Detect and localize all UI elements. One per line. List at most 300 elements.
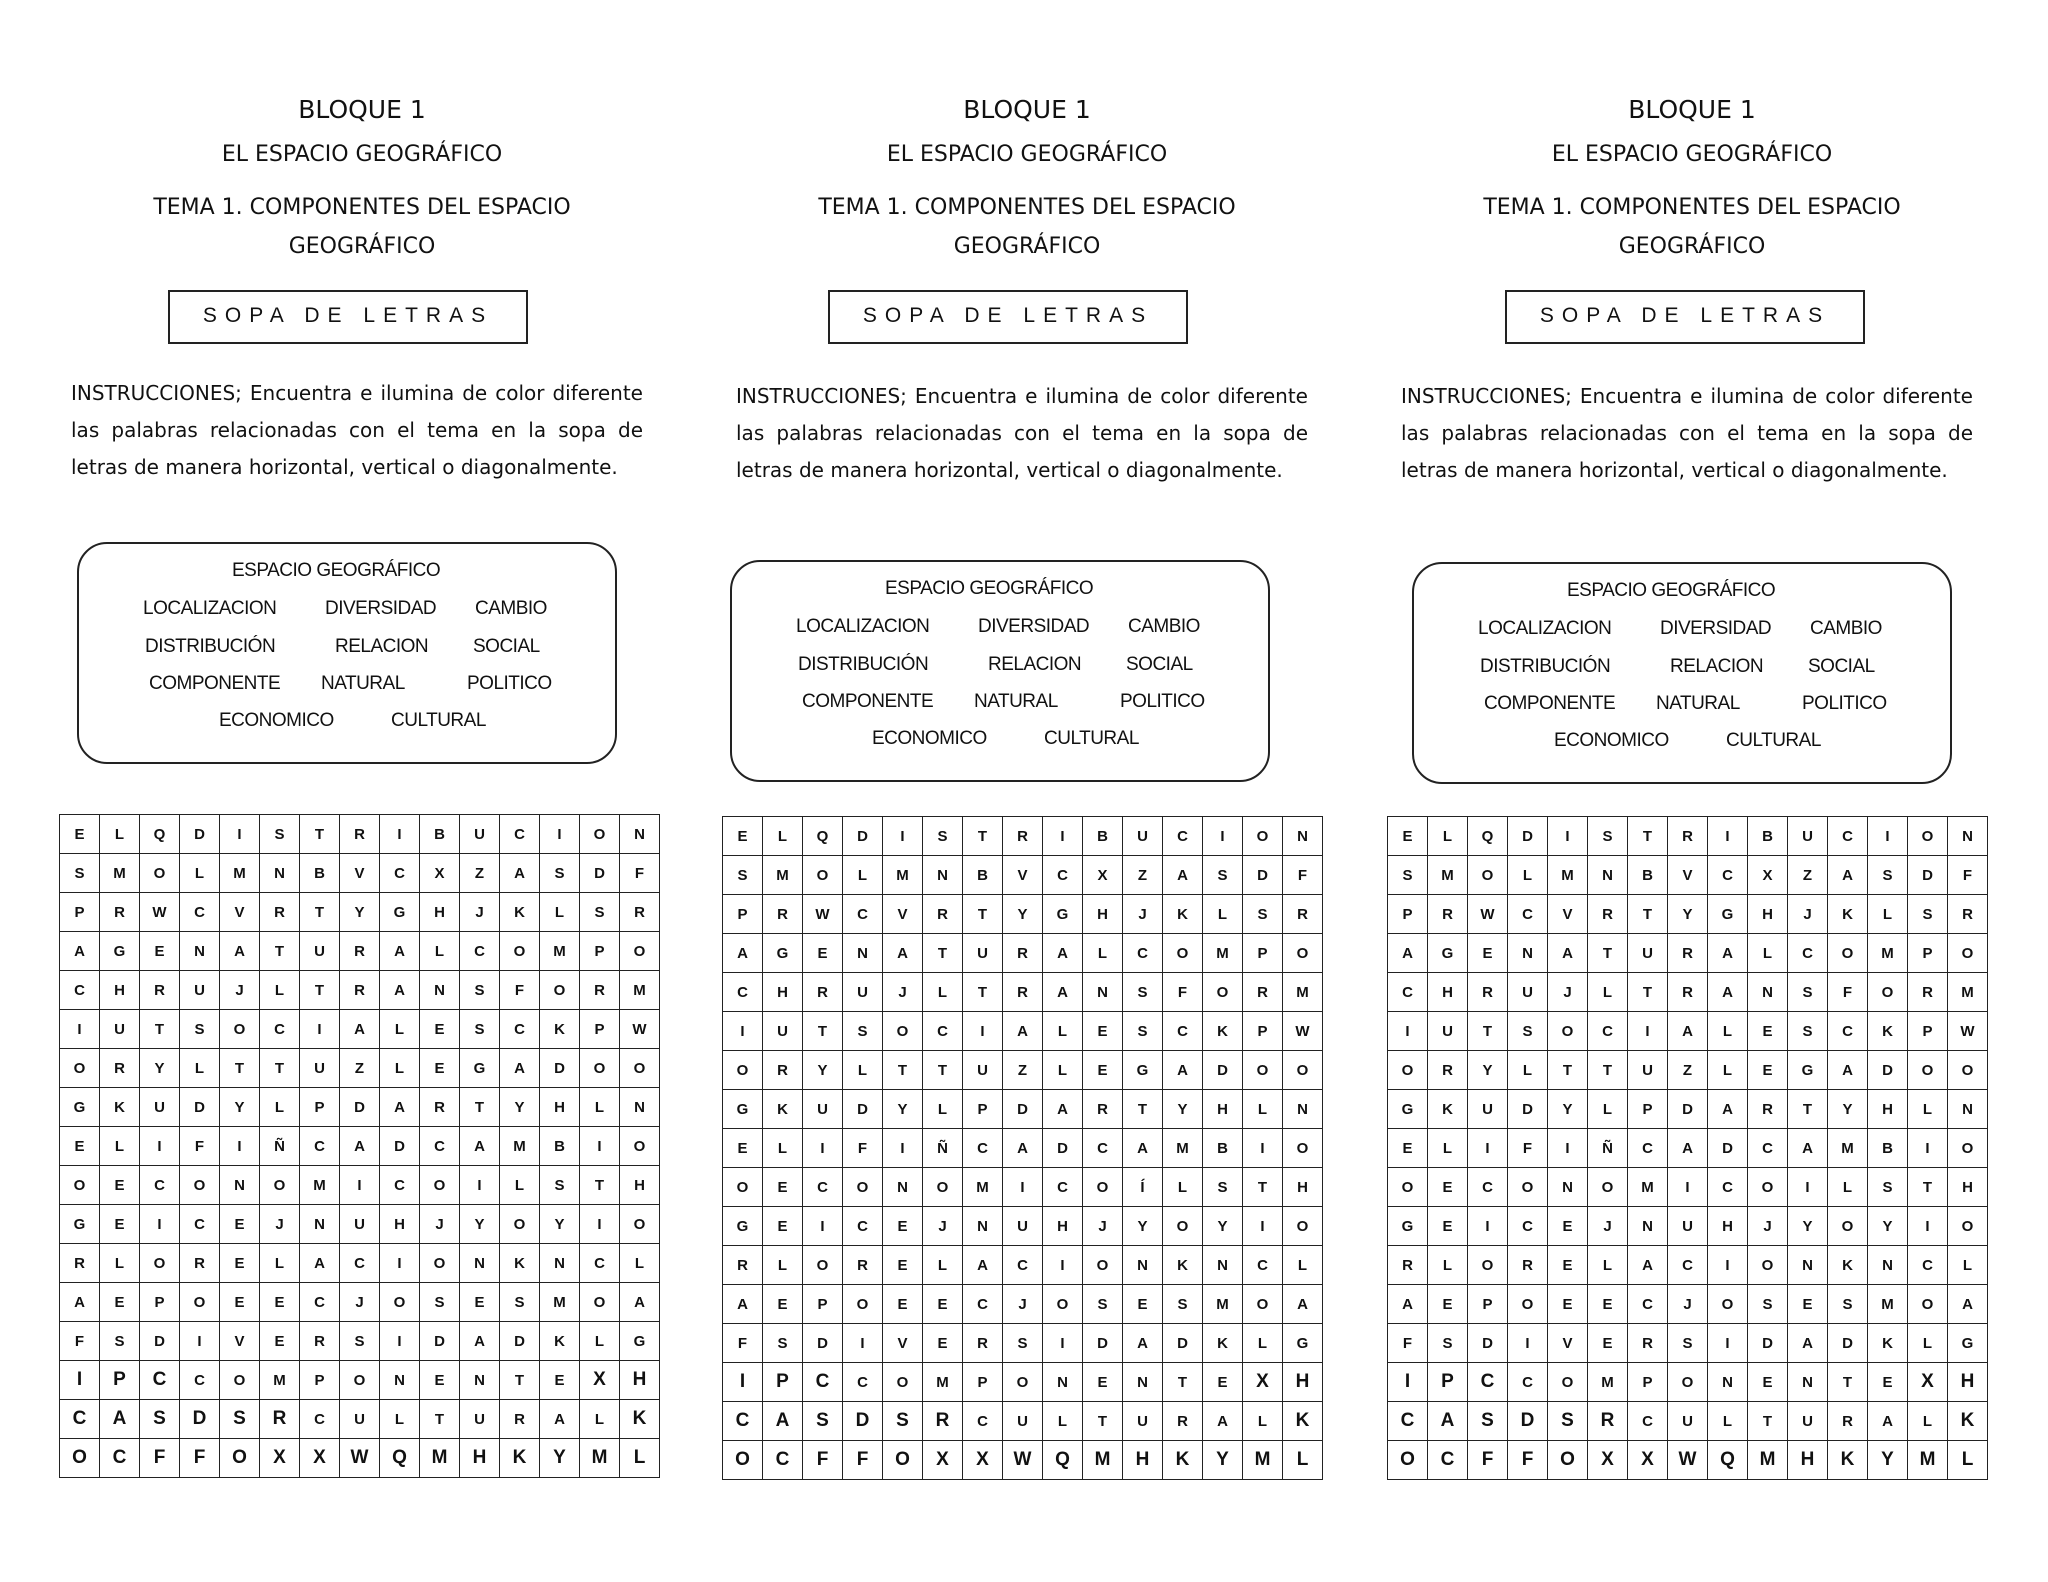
grid-row — [60, 1010, 660, 1049]
grid-cell: P — [100, 1361, 140, 1400]
grid-cell: J — [260, 1205, 300, 1244]
grid-cell: L — [1908, 1402, 1948, 1441]
grid-cell: U — [1668, 1207, 1708, 1246]
grid-cell: S — [883, 1402, 923, 1441]
grid-cell: D — [420, 1322, 460, 1361]
word-relacion: RELACION — [335, 636, 429, 657]
grid-cell: O — [180, 1283, 220, 1322]
grid-cell: L — [1708, 1051, 1748, 1090]
grid-cell: T — [1908, 1168, 1948, 1207]
grid-cell: Z — [460, 854, 500, 893]
grid-cell: T — [963, 817, 1003, 856]
grid-cell: R — [1428, 895, 1468, 934]
grid-cell: M — [1428, 856, 1468, 895]
grid-cell: J — [1003, 1285, 1043, 1324]
grid-row — [60, 815, 660, 854]
worksheet-panel-1 — [57, 0, 667, 1582]
tema-line-1: TEMA 1. COMPONENTES DEL ESPACIO — [153, 195, 571, 220]
grid-cell: B — [1748, 817, 1788, 856]
grid-cell: L — [100, 1244, 140, 1283]
grid-cell: F — [140, 1439, 180, 1478]
grid-cell: E — [763, 1207, 803, 1246]
grid-cell: V — [1003, 856, 1043, 895]
grid-cell: I — [1003, 1168, 1043, 1207]
grid-row — [723, 1285, 1323, 1324]
tema-heading — [722, 188, 1332, 266]
grid-cell: B — [1083, 817, 1123, 856]
grid-cell: P — [1908, 1012, 1948, 1051]
grid-cell: N — [1788, 1246, 1828, 1285]
grid-cell: U — [963, 1051, 1003, 1090]
grid-cell: A — [460, 1322, 500, 1361]
grid-cell: C — [723, 973, 763, 1012]
grid-cell: M — [1548, 856, 1588, 895]
grid-cell: U — [100, 1010, 140, 1049]
grid-cell: T — [260, 932, 300, 971]
grid-cell: O — [340, 1361, 380, 1400]
grid-cell: Y — [1868, 1441, 1908, 1480]
grid-cell: P — [723, 895, 763, 934]
word-cultural: CULTURAL — [1726, 730, 1821, 751]
grid-cell: D — [180, 815, 220, 854]
grid-cell: D — [180, 1088, 220, 1127]
grid-cell: C — [1003, 1246, 1043, 1285]
grid-cell: J — [460, 893, 500, 932]
word-distribucion: DISTRIBUCIÓN — [145, 636, 276, 657]
grid-cell: I — [1628, 1012, 1668, 1051]
grid-cell: A — [1628, 1246, 1668, 1285]
grid-cell: S — [1203, 1168, 1243, 1207]
grid-cell: O — [60, 1049, 100, 1088]
grid-cell: D — [1243, 856, 1283, 895]
grid-cell: A — [60, 1283, 100, 1322]
grid-cell: O — [883, 1012, 923, 1051]
grid-cell: X — [1083, 856, 1123, 895]
grid-cell: U — [803, 1090, 843, 1129]
grid-cell: A — [300, 1244, 340, 1283]
grid-cell: M — [1828, 1129, 1868, 1168]
grid-cell: T — [260, 1049, 300, 1088]
grid-cell: U — [1123, 1402, 1163, 1441]
grid-row — [723, 1012, 1323, 1051]
grid-cell: W — [1468, 895, 1508, 934]
grid-cell: A — [723, 1285, 763, 1324]
grid-cell: A — [500, 854, 540, 893]
grid-cell: V — [883, 1324, 923, 1363]
grid-cell: F — [843, 1129, 883, 1168]
grid-cell: A — [620, 1283, 660, 1322]
word-componente: COMPONENTE — [1484, 693, 1616, 714]
grid-cell: A — [1428, 1402, 1468, 1441]
grid-cell: A — [380, 932, 420, 971]
grid-cell: O — [1908, 1051, 1948, 1090]
grid-cell: J — [1588, 1207, 1628, 1246]
grid-cell: N — [540, 1244, 580, 1283]
grid-cell: E — [1788, 1285, 1828, 1324]
grid-cell: R — [1908, 973, 1948, 1012]
word-social: SOCIAL — [473, 636, 540, 657]
grid-cell: O — [1283, 934, 1323, 973]
grid-cell: S — [1788, 973, 1828, 1012]
grid-cell: Q — [1468, 817, 1508, 856]
grid-cell: T — [580, 1166, 620, 1205]
grid-cell: I — [1203, 817, 1243, 856]
grid-cell: B — [1868, 1129, 1908, 1168]
grid-cell: N — [1283, 817, 1323, 856]
word-distribucion: DISTRIBUCIÓN — [1480, 656, 1611, 677]
grid-cell: Q — [380, 1439, 420, 1478]
grid-cell: I — [1908, 1207, 1948, 1246]
grid-cell: N — [1708, 1363, 1748, 1402]
grid-cell: Y — [1203, 1441, 1243, 1480]
grid-cell: A — [220, 932, 260, 971]
grid-cell: C — [1043, 1168, 1083, 1207]
grid-cell: P — [300, 1361, 340, 1400]
grid-cell: P — [763, 1363, 803, 1402]
grid-cell: T — [1588, 934, 1628, 973]
grid-cell: T — [963, 973, 1003, 1012]
word-espacio-geografico: ESPACIO GEOGRÁFICO — [885, 578, 1094, 599]
grid-cell: E — [1748, 1012, 1788, 1051]
grid-cell: C — [180, 1361, 220, 1400]
grid-cell: L — [1283, 1246, 1323, 1285]
grid-cell: F — [843, 1441, 883, 1480]
grid-cell: O — [620, 1205, 660, 1244]
grid-cell: J — [1083, 1207, 1123, 1246]
grid-cell: K — [100, 1088, 140, 1127]
grid-cell: P — [963, 1363, 1003, 1402]
grid-cell: O — [1508, 1285, 1548, 1324]
grid-cell: R — [340, 815, 380, 854]
grid-cell: G — [1428, 934, 1468, 973]
grid-cell: O — [1548, 1441, 1588, 1480]
grid-cell: A — [1003, 1012, 1043, 1051]
grid-cell: O — [1548, 1012, 1588, 1051]
grid-cell: M — [1948, 973, 1988, 1012]
grid-cell: S — [1548, 1402, 1588, 1441]
grid-cell: E — [100, 1166, 140, 1205]
grid-cell: V — [1548, 895, 1588, 934]
grid-cell: O — [580, 1049, 620, 1088]
grid-cell: F — [1508, 1129, 1548, 1168]
grid-cell: L — [100, 1127, 140, 1166]
grid-cell: C — [1388, 1402, 1428, 1441]
grid-cell: S — [420, 1283, 460, 1322]
tema-line-2: GEOGRÁFICO — [953, 234, 1101, 259]
grid-cell: N — [1628, 1207, 1668, 1246]
grid-cell: E — [1548, 1246, 1588, 1285]
grid-cell: I — [580, 1127, 620, 1166]
grid-cell: O — [620, 932, 660, 971]
grid-cell: G — [380, 893, 420, 932]
grid-cell: I — [723, 1012, 763, 1051]
grid-cell: O — [380, 1283, 420, 1322]
grid-cell: P — [1468, 1285, 1508, 1324]
grid-row — [1388, 1129, 1988, 1168]
grid-cell: M — [883, 856, 923, 895]
grid-cell: D — [380, 1127, 420, 1166]
grid-cell: U — [1003, 1402, 1043, 1441]
word-natural: NATURAL — [1656, 693, 1740, 714]
grid-cell: U — [300, 1049, 340, 1088]
grid-cell: F — [1388, 1324, 1428, 1363]
grid-cell: L — [843, 856, 883, 895]
grid-cell: E — [1748, 1363, 1788, 1402]
grid-cell: I — [340, 1166, 380, 1205]
grid-cell: D — [1003, 1090, 1043, 1129]
grid-cell: R — [1468, 973, 1508, 1012]
grid-cell: W — [340, 1439, 380, 1478]
grid-cell: R — [1388, 1246, 1428, 1285]
word-diversidad: DIVERSIDAD — [325, 598, 437, 619]
grid-cell: E — [1428, 1168, 1468, 1207]
grid-cell: O — [1868, 973, 1908, 1012]
grid-cell: L — [1043, 1402, 1083, 1441]
grid-cell: H — [420, 893, 460, 932]
grid-cell: N — [843, 934, 883, 973]
grid-cell: C — [1748, 1129, 1788, 1168]
word-relacion: RELACION — [1670, 656, 1764, 677]
grid-cell: Q — [140, 815, 180, 854]
grid-cell: A — [1548, 934, 1588, 973]
grid-cell: D — [1468, 1324, 1508, 1363]
grid-cell: T — [460, 1088, 500, 1127]
grid-cell: C — [260, 1010, 300, 1049]
grid-cell: H — [100, 971, 140, 1010]
grid-cell: A — [1788, 1324, 1828, 1363]
grid-cell: O — [1388, 1051, 1428, 1090]
grid-row — [1388, 1324, 1988, 1363]
grid-cell: O — [220, 1361, 260, 1400]
grid-cell: U — [843, 973, 883, 1012]
grid-cell: O — [923, 1168, 963, 1207]
grid-cell: R — [923, 1402, 963, 1441]
grid-cell: S — [60, 854, 100, 893]
grid-cell: D — [843, 1402, 883, 1441]
grid-cell: O — [1828, 934, 1868, 973]
grid-cell: S — [723, 856, 763, 895]
grid-cell: H — [1948, 1168, 1988, 1207]
grid-cell: N — [1868, 1246, 1908, 1285]
grid-cell: P — [60, 893, 100, 932]
grid-cell: R — [100, 1049, 140, 1088]
grid-cell: N — [1748, 973, 1788, 1012]
grid-cell: S — [580, 893, 620, 932]
grid-cell: C — [1828, 1012, 1868, 1051]
grid-cell: R — [1508, 1246, 1548, 1285]
grid-cell: I — [1243, 1207, 1283, 1246]
grid-cell: O — [1388, 1441, 1428, 1480]
grid-cell: I — [1388, 1012, 1428, 1051]
grid-cell: L — [380, 1049, 420, 1088]
grid-cell: S — [923, 817, 963, 856]
grid-cell: C — [963, 1285, 1003, 1324]
grid-cell: P — [1388, 895, 1428, 934]
grid-cell: C — [1708, 856, 1748, 895]
grid-cell: E — [923, 1324, 963, 1363]
grid-cell: G — [1948, 1324, 1988, 1363]
grid-cell: Y — [1163, 1090, 1203, 1129]
grid-cell: K — [1163, 1246, 1203, 1285]
grid-cell: H — [620, 1361, 660, 1400]
grid-cell: O — [1243, 1051, 1283, 1090]
grid-cell: I — [580, 1205, 620, 1244]
grid-cell: E — [923, 1285, 963, 1324]
grid-cell: U — [460, 815, 500, 854]
grid-cell: M — [1283, 973, 1323, 1012]
grid-cell: C — [723, 1402, 763, 1441]
grid-cell: F — [1468, 1441, 1508, 1480]
grid-cell: A — [1788, 1129, 1828, 1168]
grid-cell: P — [1243, 1012, 1283, 1051]
grid-cell: O — [580, 815, 620, 854]
grid-cell: C — [500, 1010, 540, 1049]
grid-cell: E — [420, 1049, 460, 1088]
grid-cell: U — [1788, 817, 1828, 856]
grid-cell: K — [1428, 1090, 1468, 1129]
grid-cell: X — [963, 1441, 1003, 1480]
word-diversidad: DIVERSIDAD — [1660, 618, 1772, 639]
grid-cell: K — [1868, 1324, 1908, 1363]
grid-cell: L — [923, 973, 963, 1012]
grid-cell: V — [220, 1322, 260, 1361]
grid-cell: O — [1003, 1363, 1043, 1402]
grid-cell: A — [380, 1088, 420, 1127]
grid-cell: C — [1628, 1285, 1668, 1324]
grid-cell: O — [1748, 1168, 1788, 1207]
grid-cell: R — [140, 971, 180, 1010]
grid-cell: M — [1748, 1441, 1788, 1480]
grid-cell: D — [1508, 1090, 1548, 1129]
grid-row — [1388, 973, 1988, 1012]
grid-cell: S — [220, 1400, 260, 1439]
word-list-box — [1412, 562, 1952, 784]
grid-row — [60, 1205, 660, 1244]
grid-cell: N — [883, 1168, 923, 1207]
word-social: SOCIAL — [1808, 656, 1875, 677]
grid-cell: K — [1868, 1012, 1908, 1051]
grid-cell: F — [1283, 856, 1323, 895]
grid-cell: F — [500, 971, 540, 1010]
grid-cell: A — [1708, 934, 1748, 973]
subtitle-heading: EL ESPACIO GEOGRÁFICO — [1551, 142, 1833, 167]
grid-cell: L — [763, 817, 803, 856]
grid-cell: I — [1468, 1129, 1508, 1168]
grid-cell: A — [340, 1010, 380, 1049]
grid-cell: H — [1708, 1207, 1748, 1246]
grid-cell: F — [1508, 1441, 1548, 1480]
grid-cell: O — [420, 1244, 460, 1283]
word-economico: ECONOMICO — [1554, 730, 1669, 751]
grid-cell: M — [763, 856, 803, 895]
grid-cell: R — [300, 1322, 340, 1361]
grid-cell: O — [1908, 817, 1948, 856]
grid-cell: K — [540, 1322, 580, 1361]
grid-cell: R — [420, 1088, 460, 1127]
grid-cell: D — [1043, 1129, 1083, 1168]
grid-cell: J — [1123, 895, 1163, 934]
grid-cell: F — [1948, 856, 1988, 895]
grid-cell: O — [1243, 1285, 1283, 1324]
grid-cell: F — [723, 1324, 763, 1363]
grid-cell: O — [1908, 1285, 1948, 1324]
grid-cell: O — [220, 1010, 260, 1049]
grid-cell: A — [723, 934, 763, 973]
grid-cell: D — [1203, 1051, 1243, 1090]
word-politico: POLITICO — [1802, 693, 1887, 714]
tema-line-2: GEOGRÁFICO — [288, 234, 436, 259]
grid-cell: C — [1163, 1012, 1203, 1051]
grid-cell: M — [580, 1439, 620, 1478]
grid-cell: T — [500, 1361, 540, 1400]
grid-cell: A — [1948, 1285, 1988, 1324]
grid-cell: C — [1628, 1129, 1668, 1168]
grid-cell: I — [1788, 1168, 1828, 1207]
sopa-de-letras-title: SOPA DE LETRAS — [168, 290, 528, 344]
word-cambio: CAMBIO — [475, 598, 547, 619]
grid-cell: O — [1163, 1207, 1203, 1246]
grid-cell: L — [420, 932, 460, 971]
grid-cell: I — [723, 1363, 763, 1402]
grid-cell: X — [580, 1361, 620, 1400]
grid-cell: T — [1788, 1090, 1828, 1129]
grid-cell: P — [1428, 1363, 1468, 1402]
grid-cell: N — [1083, 973, 1123, 1012]
bloque-heading: BLOQUE 1 — [1628, 95, 1756, 124]
grid-cell: C — [963, 1129, 1003, 1168]
grid-cell: C — [380, 1166, 420, 1205]
grid-cell: I — [300, 1010, 340, 1049]
grid-cell: J — [340, 1283, 380, 1322]
grid-cell: S — [1868, 856, 1908, 895]
grid-cell: L — [180, 1049, 220, 1088]
grid-cell: H — [1123, 1441, 1163, 1480]
grid-cell: L — [1588, 1246, 1628, 1285]
grid-cell: X — [1748, 856, 1788, 895]
grid-cell: S — [803, 1402, 843, 1441]
grid-cell: L — [620, 1244, 660, 1283]
grid-cell: C — [1828, 817, 1868, 856]
letter-grid — [1387, 816, 1988, 1480]
grid-cell: C — [380, 854, 420, 893]
grid-cell: D — [1828, 1324, 1868, 1363]
grid-cell: L — [580, 1088, 620, 1127]
word-cambio: CAMBIO — [1810, 618, 1882, 639]
grid-cell: N — [1788, 1363, 1828, 1402]
grid-cell: R — [1948, 895, 1988, 934]
grid-cell: D — [1508, 817, 1548, 856]
grid-cell: T — [1123, 1090, 1163, 1129]
grid-row — [60, 971, 660, 1010]
grid-cell: O — [140, 1244, 180, 1283]
grid-cell: W — [1668, 1441, 1708, 1480]
grid-cell: Y — [460, 1205, 500, 1244]
grid-cell: H — [1428, 973, 1468, 1012]
grid-cell: R — [1668, 973, 1708, 1012]
grid-cell: H — [1283, 1363, 1323, 1402]
worksheet-panel-3 — [1387, 0, 1997, 1582]
grid-cell: S — [1123, 973, 1163, 1012]
grid-cell: C — [1668, 1246, 1708, 1285]
grid-cell: N — [300, 1205, 340, 1244]
grid-cell: C — [300, 1400, 340, 1439]
word-politico: POLITICO — [1120, 691, 1205, 712]
grid-cell: O — [220, 1439, 260, 1478]
grid-cell: F — [1163, 973, 1203, 1012]
grid-cell: Q — [1708, 1441, 1748, 1480]
grid-cell: G — [1043, 895, 1083, 934]
grid-cell: L — [1708, 1012, 1748, 1051]
